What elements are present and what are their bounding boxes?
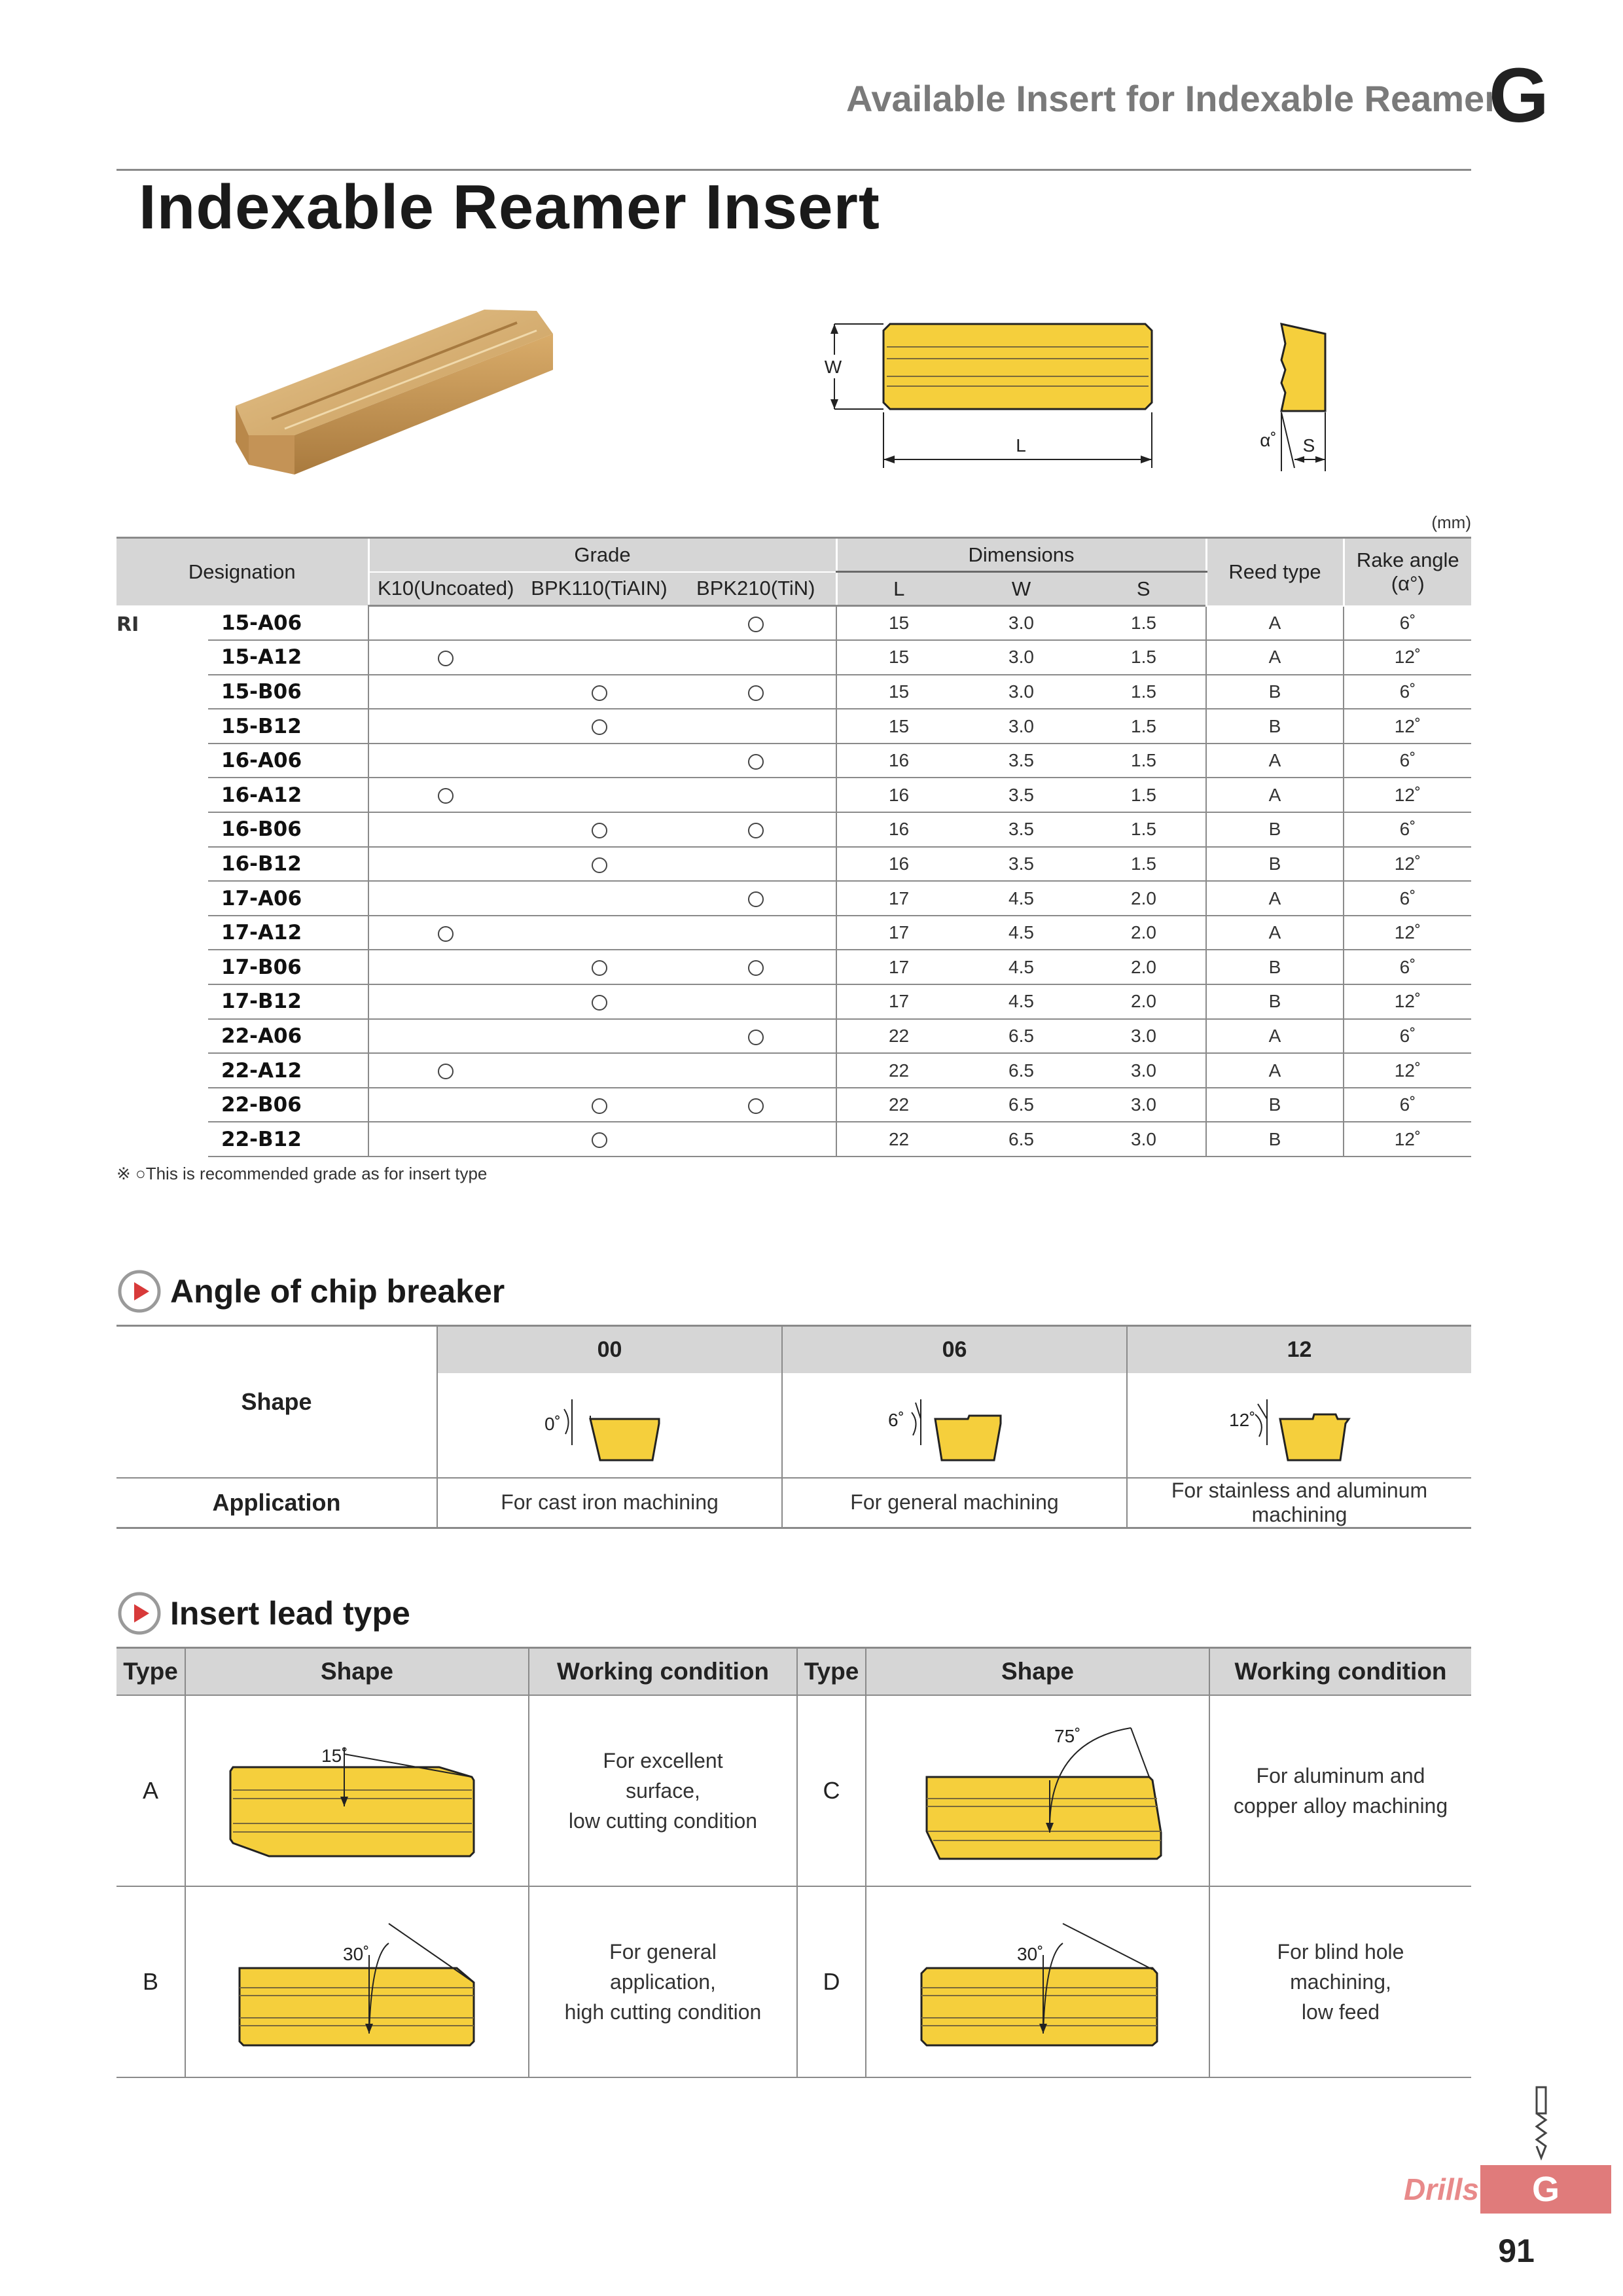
footer-section-label: Drills bbox=[1403, 2172, 1479, 2206]
grade-cell bbox=[368, 916, 522, 950]
chip-breaker-title: Angle of chip breaker bbox=[170, 1273, 505, 1310]
series-label: RI bbox=[116, 613, 139, 636]
dim-w-cell: 6.5 bbox=[961, 1122, 1082, 1157]
condition-line: application, bbox=[610, 1969, 716, 1994]
dim-w-cell: 3.0 bbox=[961, 709, 1082, 744]
recommended-circle-icon bbox=[592, 960, 607, 976]
designation-cell: 17-B06 bbox=[208, 950, 368, 984]
grade-cell bbox=[522, 675, 676, 709]
lead-condition-c bbox=[1209, 1695, 1471, 1886]
grade-cell bbox=[522, 847, 676, 882]
dim-w-cell: 3.0 bbox=[961, 606, 1082, 641]
grade-cell bbox=[368, 847, 522, 882]
dim-s-cell: 3.0 bbox=[1082, 1122, 1206, 1157]
table-row bbox=[116, 675, 1471, 709]
dim-w-cell: 4.5 bbox=[961, 984, 1082, 1019]
condition-line: copper alloy machining bbox=[1233, 1793, 1448, 1818]
grade-cell bbox=[676, 744, 836, 778]
grade-cell bbox=[522, 778, 676, 812]
grade-cell bbox=[676, 847, 836, 882]
grade-cell bbox=[522, 812, 676, 847]
section-letter: G bbox=[1489, 52, 1549, 139]
table-row bbox=[116, 1019, 1471, 1054]
recommended-circle-icon bbox=[748, 960, 764, 976]
grade-cell bbox=[522, 606, 676, 641]
grade-cell bbox=[368, 606, 522, 641]
grade-cell bbox=[676, 606, 836, 641]
lead-angle-d: 30˚ bbox=[1016, 1943, 1043, 1964]
dim-s-cell: 3.0 bbox=[1082, 1053, 1206, 1088]
grade-footnote: ※ ○This is recommended grade as for insert type bbox=[116, 1164, 488, 1183]
dim-w-cell: 3.5 bbox=[961, 847, 1082, 882]
reed-type-cell: A bbox=[1206, 881, 1344, 916]
designation-cell: 15-A12 bbox=[208, 640, 368, 675]
table-row bbox=[116, 640, 1471, 675]
rake-angle-cell: 12˚ bbox=[1344, 778, 1471, 812]
grade-cell bbox=[368, 881, 522, 916]
unit-label: (mm) bbox=[1431, 512, 1471, 532]
dim-l-cell: 15 bbox=[836, 606, 961, 641]
condition-line: high cutting condition bbox=[564, 2000, 762, 2024]
reed-type-cell: B bbox=[1206, 1088, 1344, 1122]
lead-header-shape-1: Shape bbox=[185, 1648, 529, 1695]
dim-l-cell: 22 bbox=[836, 1053, 961, 1088]
reed-type-cell: B bbox=[1206, 847, 1344, 882]
rake-angle-cell: 6˚ bbox=[1344, 1088, 1471, 1122]
grade-cell bbox=[368, 778, 522, 812]
footer-tab bbox=[1480, 2165, 1611, 2214]
lead-header-type-1: Type bbox=[116, 1648, 185, 1695]
chip-shape-00 bbox=[437, 1373, 782, 1478]
dim-s-cell: 2.0 bbox=[1082, 950, 1206, 984]
chip-shape-06 bbox=[782, 1373, 1127, 1478]
recommended-circle-icon bbox=[592, 1098, 607, 1114]
reed-type-cell: A bbox=[1206, 1053, 1344, 1088]
header-grade-bpk210: BPK210(TiN) bbox=[676, 572, 836, 606]
footer-tab-label: G bbox=[1531, 2170, 1560, 2209]
dim-s-cell: 2.0 bbox=[1082, 984, 1206, 1019]
application-row-label: Application bbox=[116, 1478, 437, 1528]
dim-w-label: W bbox=[824, 357, 842, 377]
lead-type-table bbox=[116, 1647, 1471, 2078]
grade-cell bbox=[368, 1019, 522, 1054]
header-reed-type: Reed type bbox=[1206, 538, 1344, 606]
reed-type-cell: A bbox=[1206, 744, 1344, 778]
rake-angle-cell: 12˚ bbox=[1344, 984, 1471, 1019]
rake-angle-cell: 12˚ bbox=[1344, 709, 1471, 744]
header-rake-angle bbox=[1344, 538, 1471, 606]
recommended-circle-icon bbox=[592, 823, 607, 838]
dim-s-cell: 1.5 bbox=[1082, 778, 1206, 812]
reed-type-cell: A bbox=[1206, 778, 1344, 812]
dim-s-cell: 1.5 bbox=[1082, 709, 1206, 744]
designation-cell: 17-A12 bbox=[208, 916, 368, 950]
header-dim-l: L bbox=[836, 572, 961, 606]
dim-l-cell: 17 bbox=[836, 950, 961, 984]
chip-code-06: 06 bbox=[782, 1326, 1127, 1373]
page-number: 91 bbox=[1498, 2233, 1535, 2269]
dim-l-cell: 17 bbox=[836, 984, 961, 1019]
grade-cell bbox=[522, 984, 676, 1019]
lead-shape-d bbox=[866, 1886, 1209, 2077]
condition-line: For general bbox=[609, 1939, 717, 1964]
dim-w-cell: 4.5 bbox=[961, 916, 1082, 950]
section-title: Available Insert for Indexable Reamer bbox=[846, 78, 1499, 119]
rake-angle-cell: 12˚ bbox=[1344, 1122, 1471, 1157]
table-row bbox=[116, 881, 1471, 916]
dim-s-cell: 2.0 bbox=[1082, 916, 1206, 950]
insert-photo bbox=[223, 298, 576, 488]
recommended-circle-icon bbox=[592, 995, 607, 1011]
rake-angle-cell: 12˚ bbox=[1344, 847, 1471, 882]
lead-header-condition-2: Working condition bbox=[1209, 1648, 1471, 1695]
header-dim-s: S bbox=[1082, 572, 1206, 606]
grade-cell bbox=[676, 881, 836, 916]
grade-cell bbox=[522, 640, 676, 675]
reed-type-cell: B bbox=[1206, 950, 1344, 984]
dim-s-cell: 1.5 bbox=[1082, 744, 1206, 778]
grade-cell bbox=[522, 950, 676, 984]
grade-cell bbox=[368, 984, 522, 1019]
dim-s-cell: 2.0 bbox=[1082, 881, 1206, 916]
grade-cell bbox=[522, 916, 676, 950]
condition-line: For aluminum and bbox=[1256, 1763, 1425, 1787]
header-grade-k10: K10(Uncoated) bbox=[368, 572, 522, 606]
page-title: Indexable Reamer Insert bbox=[139, 172, 880, 242]
dim-l-cell: 16 bbox=[836, 812, 961, 847]
table-row bbox=[116, 847, 1471, 882]
designation-cell: 16-A06 bbox=[208, 744, 368, 778]
lead-condition-a bbox=[529, 1695, 797, 1886]
lead-shape-b bbox=[185, 1886, 529, 2077]
designation-cell: 17-A06 bbox=[208, 881, 368, 916]
header-grade: Grade bbox=[368, 538, 836, 572]
lead-header-shape-2: Shape bbox=[866, 1648, 1209, 1695]
lead-condition-d bbox=[1209, 1886, 1471, 2077]
designation-cell: 15-B12 bbox=[208, 709, 368, 744]
lead-type-c: C bbox=[797, 1695, 866, 1886]
rake-angle-cell: 6˚ bbox=[1344, 675, 1471, 709]
lead-shape-c bbox=[866, 1695, 1209, 1886]
grade-cell bbox=[522, 1122, 676, 1157]
lead-shape-a bbox=[185, 1695, 529, 1886]
condition-line: low feed bbox=[1301, 2000, 1380, 2024]
dim-l-cell: 15 bbox=[836, 675, 961, 709]
dim-l-cell: 16 bbox=[836, 778, 961, 812]
designation-cell: 22-A12 bbox=[208, 1053, 368, 1088]
table-row bbox=[116, 709, 1471, 744]
grade-cell bbox=[676, 1088, 836, 1122]
rake-angle-cell: 6˚ bbox=[1344, 812, 1471, 847]
reed-type-cell: A bbox=[1206, 1019, 1344, 1054]
grade-cell bbox=[676, 709, 836, 744]
dim-l-cell: 22 bbox=[836, 1088, 961, 1122]
chip-angle-00: 0˚ bbox=[544, 1414, 561, 1434]
table-row bbox=[116, 916, 1471, 950]
designation-cell: 16-A12 bbox=[208, 778, 368, 812]
chip-shape-12 bbox=[1127, 1373, 1471, 1478]
chip-breaker-table bbox=[116, 1325, 1471, 1529]
recommended-circle-icon bbox=[748, 685, 764, 701]
grade-cell bbox=[676, 640, 836, 675]
grade-cell bbox=[368, 1122, 522, 1157]
designation-cell: 22-B12 bbox=[208, 1122, 368, 1157]
table-row bbox=[116, 744, 1471, 778]
dim-w-cell: 3.0 bbox=[961, 675, 1082, 709]
dim-w-cell: 4.5 bbox=[961, 950, 1082, 984]
dim-l-cell: 22 bbox=[836, 1122, 961, 1157]
lead-type-title: Insert lead type bbox=[170, 1595, 410, 1632]
condition-line: For blind hole bbox=[1277, 1939, 1404, 1964]
dim-s-cell: 3.0 bbox=[1082, 1019, 1206, 1054]
table-row bbox=[116, 1122, 1471, 1157]
dim-w-cell: 3.0 bbox=[961, 640, 1082, 675]
recommended-circle-icon bbox=[592, 1132, 607, 1148]
header-rule bbox=[116, 169, 1471, 171]
rake-angle-cell: 6˚ bbox=[1344, 950, 1471, 984]
rake-angle-cell: 12˚ bbox=[1344, 1053, 1471, 1088]
designation-cell: 15-B06 bbox=[208, 675, 368, 709]
lead-angle-c: 75˚ bbox=[1054, 1725, 1080, 1746]
application-12: For stainless and aluminum machining bbox=[1127, 1478, 1471, 1528]
recommended-circle-icon bbox=[438, 926, 454, 942]
rake-angle-cell: 6˚ bbox=[1344, 744, 1471, 778]
recommended-circle-icon bbox=[592, 857, 607, 873]
lead-type-b: B bbox=[116, 1886, 185, 2077]
reed-type-cell: A bbox=[1206, 640, 1344, 675]
dim-w-cell: 3.5 bbox=[961, 812, 1082, 847]
dim-l-cell: 17 bbox=[836, 881, 961, 916]
grade-cell bbox=[676, 1019, 836, 1054]
grade-cell bbox=[522, 744, 676, 778]
dim-s-cell: 1.5 bbox=[1082, 606, 1206, 641]
rake-angle-cell: 6˚ bbox=[1344, 1019, 1471, 1054]
grade-cell bbox=[368, 675, 522, 709]
dim-s-cell: 3.0 bbox=[1082, 1088, 1206, 1122]
insert-dimension-drawing bbox=[808, 308, 1175, 478]
rake-angle-cell: 6˚ bbox=[1344, 881, 1471, 916]
grade-cell bbox=[368, 950, 522, 984]
insert-side-drawing bbox=[1243, 308, 1361, 478]
grade-cell bbox=[368, 744, 522, 778]
grade-cell bbox=[676, 1122, 836, 1157]
reed-type-cell: B bbox=[1206, 812, 1344, 847]
lead-condition-b bbox=[529, 1886, 797, 2077]
recommended-circle-icon bbox=[748, 617, 764, 632]
chip-code-12: 12 bbox=[1127, 1326, 1471, 1373]
grade-cell bbox=[676, 812, 836, 847]
dim-l-label: L bbox=[1016, 435, 1026, 456]
rake-angle-cell: 6˚ bbox=[1344, 606, 1471, 641]
designation-cell: 22-B06 bbox=[208, 1088, 368, 1122]
dim-s-cell: 1.5 bbox=[1082, 675, 1206, 709]
rake-angle-cell: 12˚ bbox=[1344, 916, 1471, 950]
insert-table bbox=[116, 537, 1471, 1157]
dim-w-cell: 6.5 bbox=[961, 1019, 1082, 1054]
dim-l-cell: 15 bbox=[836, 640, 961, 675]
chip-code-00: 00 bbox=[437, 1326, 782, 1373]
grade-cell bbox=[522, 1088, 676, 1122]
grade-cell bbox=[368, 1053, 522, 1088]
recommended-circle-icon bbox=[748, 823, 764, 838]
table-row bbox=[116, 1088, 1471, 1122]
grade-cell bbox=[676, 1053, 836, 1088]
grade-cell bbox=[676, 778, 836, 812]
recommended-circle-icon bbox=[592, 719, 607, 735]
recommended-circle-icon bbox=[438, 788, 454, 804]
dim-w-cell: 6.5 bbox=[961, 1088, 1082, 1122]
dim-l-cell: 22 bbox=[836, 1019, 961, 1054]
lead-header-condition-1: Working condition bbox=[529, 1648, 797, 1695]
condition-line: surface, bbox=[626, 1778, 700, 1803]
grade-cell bbox=[368, 812, 522, 847]
application-06: For general machining bbox=[782, 1478, 1127, 1528]
dim-s-cell: 1.5 bbox=[1082, 812, 1206, 847]
designation-cell: 15-A06 bbox=[208, 606, 368, 641]
designation-cell: 17-B12 bbox=[208, 984, 368, 1019]
designation-cell: 16-B06 bbox=[208, 812, 368, 847]
dim-s-label: S bbox=[1302, 435, 1315, 456]
grade-cell bbox=[522, 709, 676, 744]
recommended-circle-icon bbox=[592, 685, 607, 701]
dim-l-cell: 15 bbox=[836, 709, 961, 744]
header-dim-w: W bbox=[961, 572, 1082, 606]
reed-type-cell: A bbox=[1206, 916, 1344, 950]
table-row bbox=[116, 1053, 1471, 1088]
recommended-circle-icon bbox=[748, 754, 764, 770]
header-dimensions: Dimensions bbox=[836, 538, 1206, 572]
rake-angle-label: Rake angle bbox=[1356, 548, 1459, 571]
play-circle-icon bbox=[118, 1592, 161, 1635]
table-row bbox=[116, 984, 1471, 1019]
condition-line: machining, bbox=[1290, 1969, 1391, 1994]
grade-cell bbox=[368, 1088, 522, 1122]
drill-icon bbox=[1525, 2085, 1558, 2163]
grade-cell bbox=[676, 675, 836, 709]
designation-cell: 22-A06 bbox=[208, 1019, 368, 1054]
play-circle-icon bbox=[118, 1270, 161, 1313]
lead-type-a: A bbox=[116, 1695, 185, 1886]
condition-line: For excellent bbox=[603, 1748, 723, 1772]
table-row bbox=[116, 950, 1471, 984]
dim-s-cell: 1.5 bbox=[1082, 847, 1206, 882]
header-designation: Designation bbox=[116, 538, 368, 606]
condition-line: low cutting condition bbox=[568, 1808, 758, 1833]
lead-header-type-2: Type bbox=[797, 1648, 866, 1695]
table-row bbox=[116, 812, 1471, 847]
chip-angle-12: 12˚ bbox=[1228, 1410, 1255, 1430]
recommended-circle-icon bbox=[438, 1064, 454, 1079]
designation-cell: 16-B12 bbox=[208, 847, 368, 882]
reed-type-cell: B bbox=[1206, 1122, 1344, 1157]
grade-cell bbox=[368, 640, 522, 675]
lead-angle-a: 15˚ bbox=[321, 1745, 348, 1766]
lead-angle-b: 30˚ bbox=[342, 1943, 369, 1964]
dim-w-cell: 3.5 bbox=[961, 778, 1082, 812]
grade-cell bbox=[676, 916, 836, 950]
table-row bbox=[116, 606, 1471, 641]
shape-row-label: Shape bbox=[116, 1326, 437, 1478]
header-grade-bpk110: BPK110(TiAIN) bbox=[522, 572, 676, 606]
reed-type-cell: A bbox=[1206, 606, 1344, 641]
recommended-circle-icon bbox=[748, 1098, 764, 1114]
grade-cell bbox=[368, 709, 522, 744]
dim-s-cell: 1.5 bbox=[1082, 640, 1206, 675]
recommended-circle-icon bbox=[748, 891, 764, 907]
recommended-circle-icon bbox=[438, 651, 454, 666]
dim-w-cell: 4.5 bbox=[961, 881, 1082, 916]
reed-type-cell: B bbox=[1206, 709, 1344, 744]
chip-angle-06: 6˚ bbox=[887, 1410, 904, 1430]
table-row bbox=[116, 778, 1471, 812]
reed-type-cell: B bbox=[1206, 984, 1344, 1019]
grade-cell bbox=[522, 1019, 676, 1054]
dim-l-cell: 16 bbox=[836, 744, 961, 778]
recommended-circle-icon bbox=[748, 1030, 764, 1045]
grade-cell bbox=[676, 950, 836, 984]
dim-l-cell: 16 bbox=[836, 847, 961, 882]
grade-cell bbox=[522, 1053, 676, 1088]
reed-type-cell: B bbox=[1206, 675, 1344, 709]
dim-w-cell: 6.5 bbox=[961, 1053, 1082, 1088]
dim-l-cell: 17 bbox=[836, 916, 961, 950]
rake-angle-unit: (α°) bbox=[1391, 571, 1425, 595]
grade-cell bbox=[522, 881, 676, 916]
grade-cell bbox=[676, 984, 836, 1019]
rake-angle-cell: 12˚ bbox=[1344, 640, 1471, 675]
application-00: For cast iron machining bbox=[437, 1478, 782, 1528]
dim-w-cell: 3.5 bbox=[961, 744, 1082, 778]
dim-alpha-label: α˚ bbox=[1260, 430, 1277, 450]
lead-type-d: D bbox=[797, 1886, 866, 2077]
